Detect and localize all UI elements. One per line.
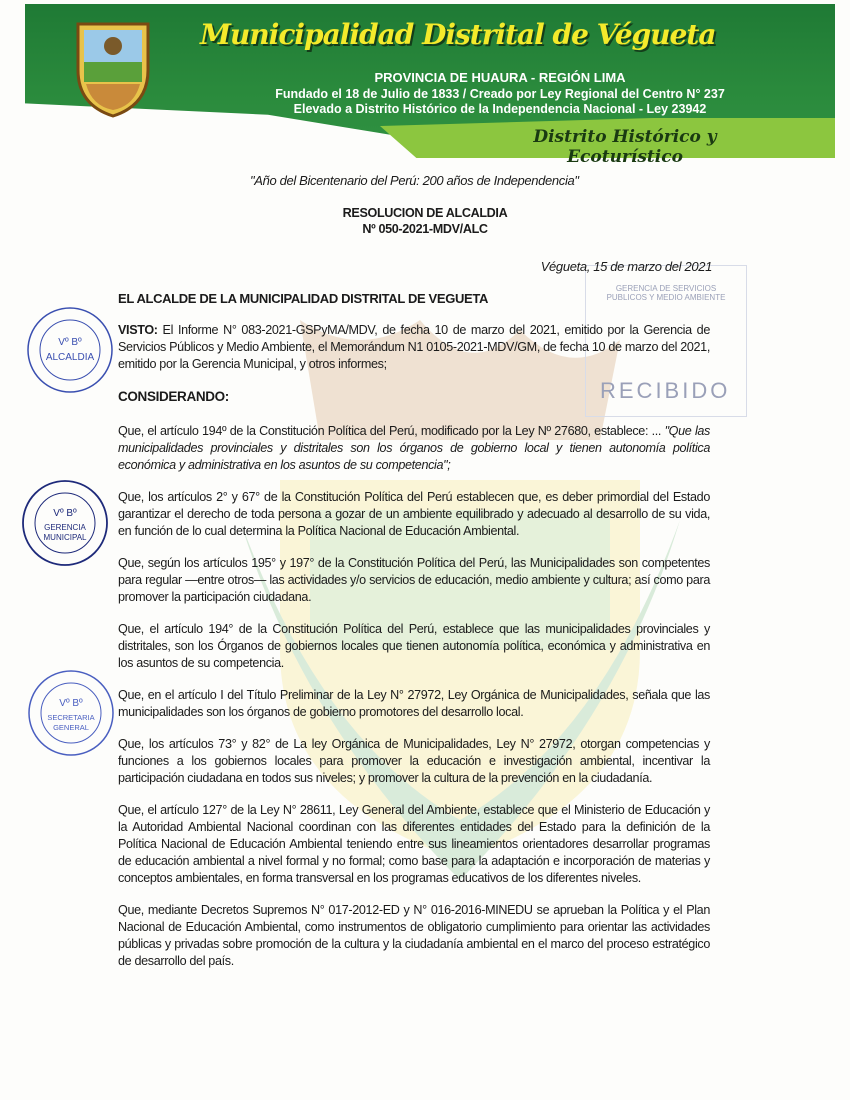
authority-heading: EL ALCALDE DE LA MUNICIPALIDAD DISTRITAL DE VEGUETA — [118, 291, 488, 306]
document-body — [118, 322, 710, 985]
svg-text:GENERAL: GENERAL — [53, 723, 89, 732]
svg-text:Vº Bº: Vº Bº — [58, 337, 82, 348]
svg-text:Vº Bº: Vº Bº — [53, 508, 77, 519]
seal-gerencia-municipal — [20, 478, 110, 568]
resolution-number: Nº 050-2021-MDV/ALC — [362, 222, 488, 236]
year-motto: "Año del Bicentenario del Perú: 200 años de Independencia" — [250, 173, 579, 188]
founded-line: Fundado el 18 de Julio de 1833 / Creado por Ley Regional del Centro N° 237 — [275, 87, 725, 101]
province-line: PROVINCIA DE HUAURA - REGIÓN LIMA — [374, 70, 626, 85]
document-date: Végueta, 15 de marzo del 2021 — [540, 259, 712, 274]
svg-text:MUNICIPAL: MUNICIPAL — [43, 533, 87, 542]
district-motto: Distrito Histórico y Ecoturístico — [533, 127, 717, 167]
received-stamp-label: RECIBIDO — [600, 378, 731, 403]
received-stamp-office: GERENCIA DE SERVICIOS PUBLICOS Y MEDIO AMBIENTE — [606, 284, 726, 302]
considerando-heading: CONSIDERANDO: — [118, 389, 229, 404]
paragraph: Que, mediante Decretos Supremos N° 017-2012-ED y N° 016-2016-MINEDU se aprueban la Política y el Plan Nacional de Educación Ambiental, como instrumentos de obligatorio cumplimiento para orientar las actividades públicas y privadas sobre promoción de la cultura y la ciudadanía ambiental en el marco del proceso estratégico de desarrollo del país. — [118, 903, 710, 968]
municipality-title: Municipalidad Distrital de Végueta — [200, 18, 716, 51]
paragraph: Que, según los artículos 195° y 197° de la Constitución Política del Perú, las Municipalidades son competentes para regular —entre otros— las actividades y/o servicios de educación, medio ambiente y cultura; así como para promover la participación ciudadana. — [118, 556, 710, 604]
svg-text:Vº Bº: Vº Bº — [59, 698, 83, 709]
svg-text:SECRETARIA: SECRETARIA — [47, 713, 95, 722]
svg-text:ALCALDIA: ALCALDIA — [45, 352, 95, 363]
seal-alcaldia — [25, 305, 115, 395]
paragraph: Que, el artículo 194° de la Constitución Política del Perú, establece que las municipalidades provinciales y distritales, son los Órganos de gobiernos locales que tienen autonomía política, económica y administrativa en los asuntos de su competencia. — [118, 622, 710, 670]
municipal-coat-of-arms-icon — [72, 10, 154, 120]
paragraph: Que, los artículos 73° y 82° de La ley Orgánica de Municipalidades, Ley N° 27972, otorgan competencias y funciones a los gobiernos locales para promover la educación e investigación ambiental, incentivar la participación ciudadana en todos sus niveles; y promover la cultura de la prevención en la ciudadanía. — [118, 737, 710, 785]
resolution-title: RESOLUCION DE ALCALDIA — [342, 206, 508, 220]
elevated-line: Elevado a Distrito Histórico de la Independencia Nacional - Ley 23942 — [293, 102, 707, 116]
paragraph-194: Que, el artículo 194º de la Constitución Política del Perú, modificado por la Ley Nº 27680, establece: ... "Que las municipalidades provinciales y distritales son los órganos de gobierno local y tienen autonomía política económica y administrativa en los asuntos de su competencia"; — [118, 424, 710, 472]
seal-secretaria-general — [26, 668, 116, 758]
paragraph: Que, el artículo 127° de la Ley N° 28611, Ley General del Ambiente, establece que el Ministerio de Educación y la Autoridad Ambiental Nacional coordinan con las diferentes entidades del Estado para la definición de la Política Nacional de Educación Ambiental teniendo entre sus lineamientos orientadores desarrollar programas de educación ambiental a nivel formal y no formal; como base para la adaptación e incorporación de materias y conceptos ambientales, en forma transversal en los programas educativos de los diferentes niveles. — [118, 803, 710, 885]
svg-text:GERENCIA: GERENCIA — [44, 523, 86, 532]
paragraph: Que, en el artículo I del Título Preliminar de la Ley N° 27972, Ley Orgánica de Municipalidades, señala que las municipalidades son los órganos de gobierno promotores del desarrollo local. — [118, 688, 710, 719]
paragraph: Que, los artículos 2° y 67° de la Constitución Política del Perú establecen que, es deber primordial del Estado garantizar el derecho de toda persona a gozar de un ambiente equilibrado y adecuado al desarrollo de su vida, en función de lo cual determina la Política Nacional de Educación Ambiental. — [118, 490, 710, 538]
visto-paragraph: VISTO: El Informe N° 083-2021-GSPyMA/MDV, de fecha 10 de marzo del 2021, emitido por la Gerencia de Servicios Públicos y Medio Ambiente, el Memorándum N1 0105-2021-MDV/GM, de fecha 10 de marzo del 2021, emitido por la Gerencia Municipal, y otros informes; — [118, 323, 710, 371]
